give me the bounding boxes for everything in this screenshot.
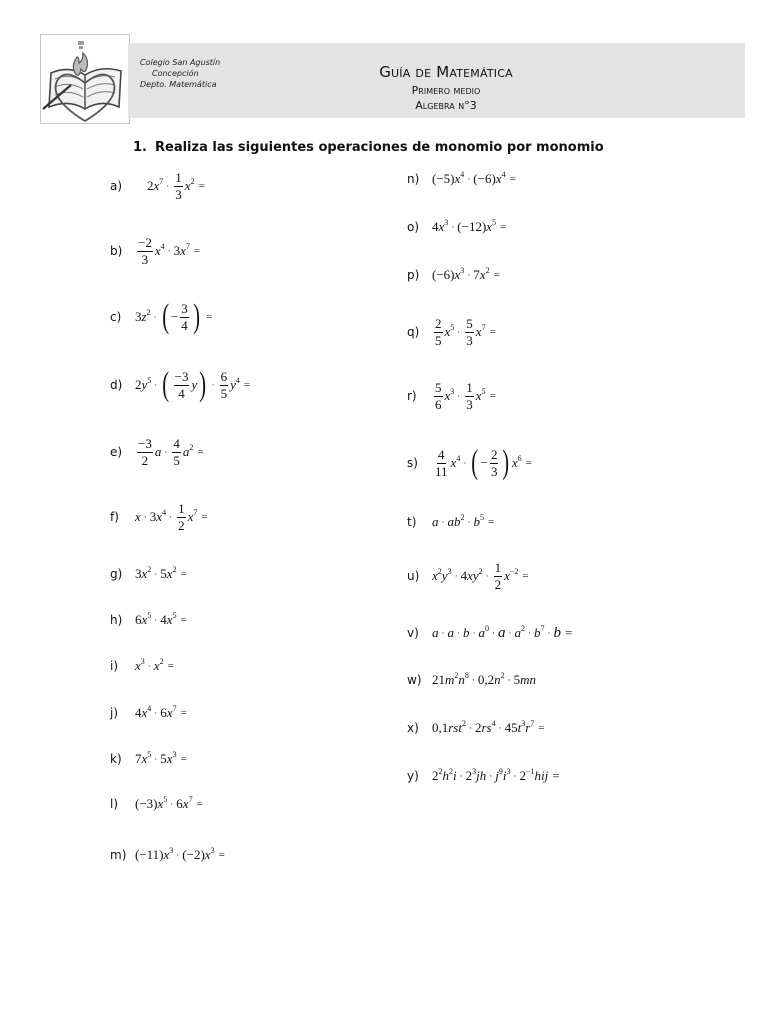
- exercise-label: p): [407, 268, 420, 282]
- exercise-label: i): [110, 659, 119, 673]
- exercise-label: h): [110, 613, 123, 627]
- exercise-label: d): [110, 378, 123, 392]
- exercise-w: [407, 660, 536, 700]
- exercise-b: [110, 231, 200, 271]
- expression: −3 2 a · 4 5 a $^2$ =: [138, 435, 204, 468]
- expression: (−3) x $^5$ · 6 x $^7$ =: [135, 795, 203, 811]
- expression: 4 x $^4$ · 6 x $^7$ =: [135, 704, 187, 720]
- expression: −2 3 x $^4$ · 3 x $^7$ =: [138, 234, 201, 267]
- header-titles: [246, 61, 646, 113]
- exercise-label: u): [407, 569, 420, 583]
- expression: 2 y $^5$ · ( −3 4 y ) · 6 5 y $^4$ =: [135, 366, 251, 403]
- exercise-t: [407, 502, 494, 542]
- expression: x · 3 x $^4$ · 1 2 x $^7$ =: [135, 500, 208, 533]
- school-city: Concepción: [152, 69, 199, 78]
- header-band: [128, 43, 745, 118]
- expression: 2 5 x $^5$ · 5 3 x $^7$ =: [435, 315, 496, 348]
- expression: 2 $^2$ h $^2$ i · 2 $^3$ jh · j $^9$ i $^3$ · 2 $^{-1}$ hij =: [432, 767, 560, 783]
- exercise-h: [110, 600, 187, 640]
- school-info: [140, 57, 220, 90]
- exercise-v: [407, 613, 572, 653]
- exercise-u: [407, 556, 529, 596]
- expression: 3 z $^2$ · ( − 3 4 ) =: [135, 298, 213, 335]
- exercise-label: v): [407, 626, 419, 640]
- page-title: Guía de Matemática: [379, 63, 513, 81]
- exercise-e: [110, 432, 204, 472]
- expression: 7 x $^5$ · 5 x $^3$ =: [135, 750, 187, 766]
- exercise-label: y): [407, 769, 419, 783]
- exercise-label: o): [407, 220, 420, 234]
- page-subtitle-2: Algebra n°3: [415, 99, 477, 112]
- school-name: Colegio San Agustín: [140, 58, 221, 67]
- exercise-s: [407, 443, 532, 483]
- exercise-label: m): [110, 848, 127, 862]
- expression: (−5) x $^4$ · (−6) x $^4$ =: [432, 170, 516, 186]
- exercise-x: [407, 708, 545, 748]
- expression: 0,1 rst $^2$ · 2 rs $^4$ · 45 t $^3$ r $^7$ =: [432, 719, 545, 735]
- expression: 6 x $^5$ · 4 x $^5$ =: [135, 611, 187, 627]
- exercise-label: w): [407, 673, 422, 687]
- exercise-o: [407, 207, 506, 247]
- exercise-l: [110, 784, 203, 824]
- expression: 4 11 x $^4$ · ( − 2 3 ) x $^6$ =: [435, 444, 532, 481]
- exercise-n: [407, 159, 516, 199]
- exercise-m: [110, 835, 225, 875]
- exercise-q: [407, 312, 496, 352]
- exercise-label: a): [110, 179, 123, 193]
- page-subtitle: Primero medio: [411, 84, 481, 97]
- expression: a · ab $^2$ · b $^5$ =: [432, 513, 495, 529]
- school-logo: [40, 34, 130, 124]
- exercise-label: g): [110, 567, 123, 581]
- exercise-label: e): [110, 445, 123, 459]
- exercise-label: x): [407, 721, 419, 735]
- exercise-r: [407, 376, 496, 416]
- instruction: [133, 140, 604, 155]
- exercise-g: [110, 554, 187, 594]
- exercise-label: c): [110, 310, 122, 324]
- expression: a · a · b · a $^0$ · a · a $^2$ · b $^7$ · b =: [432, 624, 573, 641]
- exercise-k: [110, 739, 187, 779]
- exercise-label: q): [407, 325, 420, 339]
- exercise-label: f): [110, 510, 119, 524]
- exercise-label: l): [110, 797, 119, 811]
- school-department: Depto. Matemática: [140, 80, 217, 89]
- expression: x $^3$ · x $^2$ =: [135, 657, 174, 673]
- exercise-label: s): [407, 456, 418, 470]
- exercise-c: [110, 297, 212, 337]
- exercise-label: k): [110, 752, 122, 766]
- exercise-label: b): [110, 244, 123, 258]
- instruction-text: Realiza las siguientes operaciones de monomio por monomio: [155, 140, 604, 155]
- exercise-y: [407, 756, 560, 796]
- expression: 21 m $^2$ n $^8$ · 0,2 n $^2$ · 5 mn: [432, 671, 537, 687]
- expression: 4 x $^3$ · (−12) x $^5$ =: [432, 218, 507, 234]
- exercise-f: [110, 497, 208, 537]
- expression: 2 x $^7$ · 1 3 x $^2$ =: [147, 169, 205, 202]
- expression: (−11) x $^3$ · (−2) x $^3$ =: [135, 846, 225, 862]
- exercise-i: [110, 646, 174, 686]
- instruction-number: 1.: [133, 140, 147, 155]
- expression: 5 6 x $^3$ · 1 3 x $^5$ =: [435, 379, 496, 412]
- exercise-label: r): [407, 389, 417, 403]
- school-logo-icon: [41, 35, 129, 123]
- exercise-j: [110, 693, 187, 733]
- expression: 3 x $^2$ · 5 x $^2$ =: [135, 565, 187, 581]
- expression: (−6) x $^3$ · 7 x $^2$ =: [432, 266, 500, 282]
- exercise-label: n): [407, 172, 420, 186]
- exercise-d: [110, 365, 250, 405]
- exercise-a: [110, 166, 205, 206]
- exercise-label: t): [407, 515, 417, 529]
- expression: x $^2$ y $^3$ · 4 xy $^2$ · 1 2 x $^{-2}$ =: [432, 559, 529, 592]
- exercise-label: j): [110, 706, 119, 720]
- exercise-p: [407, 255, 500, 295]
